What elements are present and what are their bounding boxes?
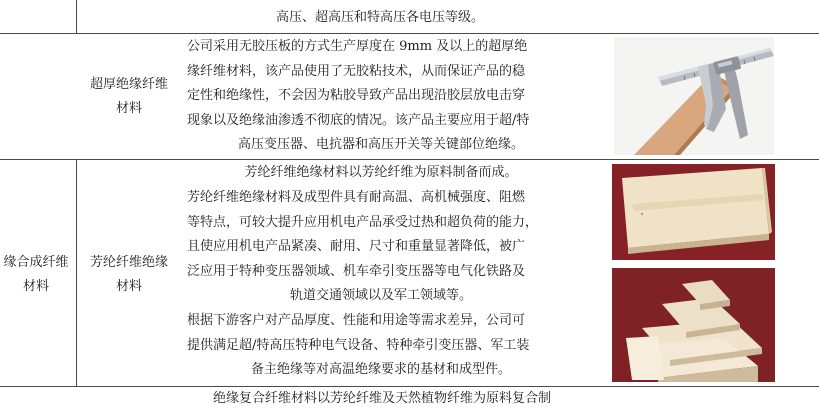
row-divider-top (0, 33, 819, 34)
ultra-product-line2: 材料 (115, 101, 142, 116)
aramid-desc-line7: 根据下游客户对产品厚度、性能和用途等需求差异，公司可 (187, 313, 526, 328)
category-line2: 材料 (22, 279, 49, 294)
bottom-row-text: 绝缘复合纤维材料以芳纶纤维及天然植物纤维为原料复合制 (212, 391, 551, 406)
ultra-desc-line4: 现象以及绝缘油渗透不彻底的情况。该产品主要应用于超/特 (187, 112, 530, 128)
ultra-desc-line5: 高压变压器、电抗器和高压开关等关键部位绝缘。 (237, 137, 524, 152)
ultra-desc-line1: 公司采用无胶压板的方式生产厚度在 9mm 及以上的超厚绝 (187, 39, 528, 54)
aramid-desc-line2: 芳纶纤维绝缘材料及成型件具有耐高温、高机械强度、阻燃 (187, 190, 526, 205)
aramid-product-line2: 材料 (115, 279, 142, 294)
aramid-desc-line5: 泛应用于特种变压器领域、机车牵引变压器等电气化铁路及 (187, 263, 526, 279)
category-line1: 缘合成纤维 (3, 255, 69, 270)
stepped-insulation-parts-photo-icon (612, 268, 775, 382)
row-divider-middle (0, 159, 819, 160)
row-top-text: 高压、超高压和特高压各电压等级。 (275, 10, 484, 25)
aramid-desc-line6: 轨道交通领域以及军工领域等。 (289, 288, 472, 303)
aramid-desc-line8: 提供满足超/特高压特种电气设备、特种牵引变压器、军工装 (187, 337, 530, 353)
ultra-desc-line2: 缘纤维材料，该产品使用了无胶粘技术，从而保证产品的稳 (187, 63, 526, 79)
ultra-desc-line3: 定性和绝缘性，不会因为粘胶导致产品出现沿胶层放电击穿 (187, 88, 526, 103)
ultra-product-line1: 超厚绝缘纤维 (89, 77, 168, 92)
caliper-measuring-board-photo-icon (614, 37, 774, 155)
aramid-sheet-photo-icon (612, 164, 775, 260)
aramid-desc-line4: 且使应用机电产品紧凑、耐用、尺寸和重量显著降低，被广 (187, 239, 526, 254)
aramid-desc-line3: 等特点，可较大提升应用机电产品承受过热和超负荷的能力， (187, 214, 539, 230)
col-divider-1 (76, 0, 77, 33)
aramid-desc-line9: 备主绝缘等对高温绝缘要求的基材和成型件。 (250, 362, 511, 377)
aramid-desc-line1: 芳纶纤维绝缘材料以芳纶纤维为原料制备而成。 (244, 165, 518, 180)
aramid-product-line1: 芳纶纤维绝缘 (89, 255, 168, 270)
